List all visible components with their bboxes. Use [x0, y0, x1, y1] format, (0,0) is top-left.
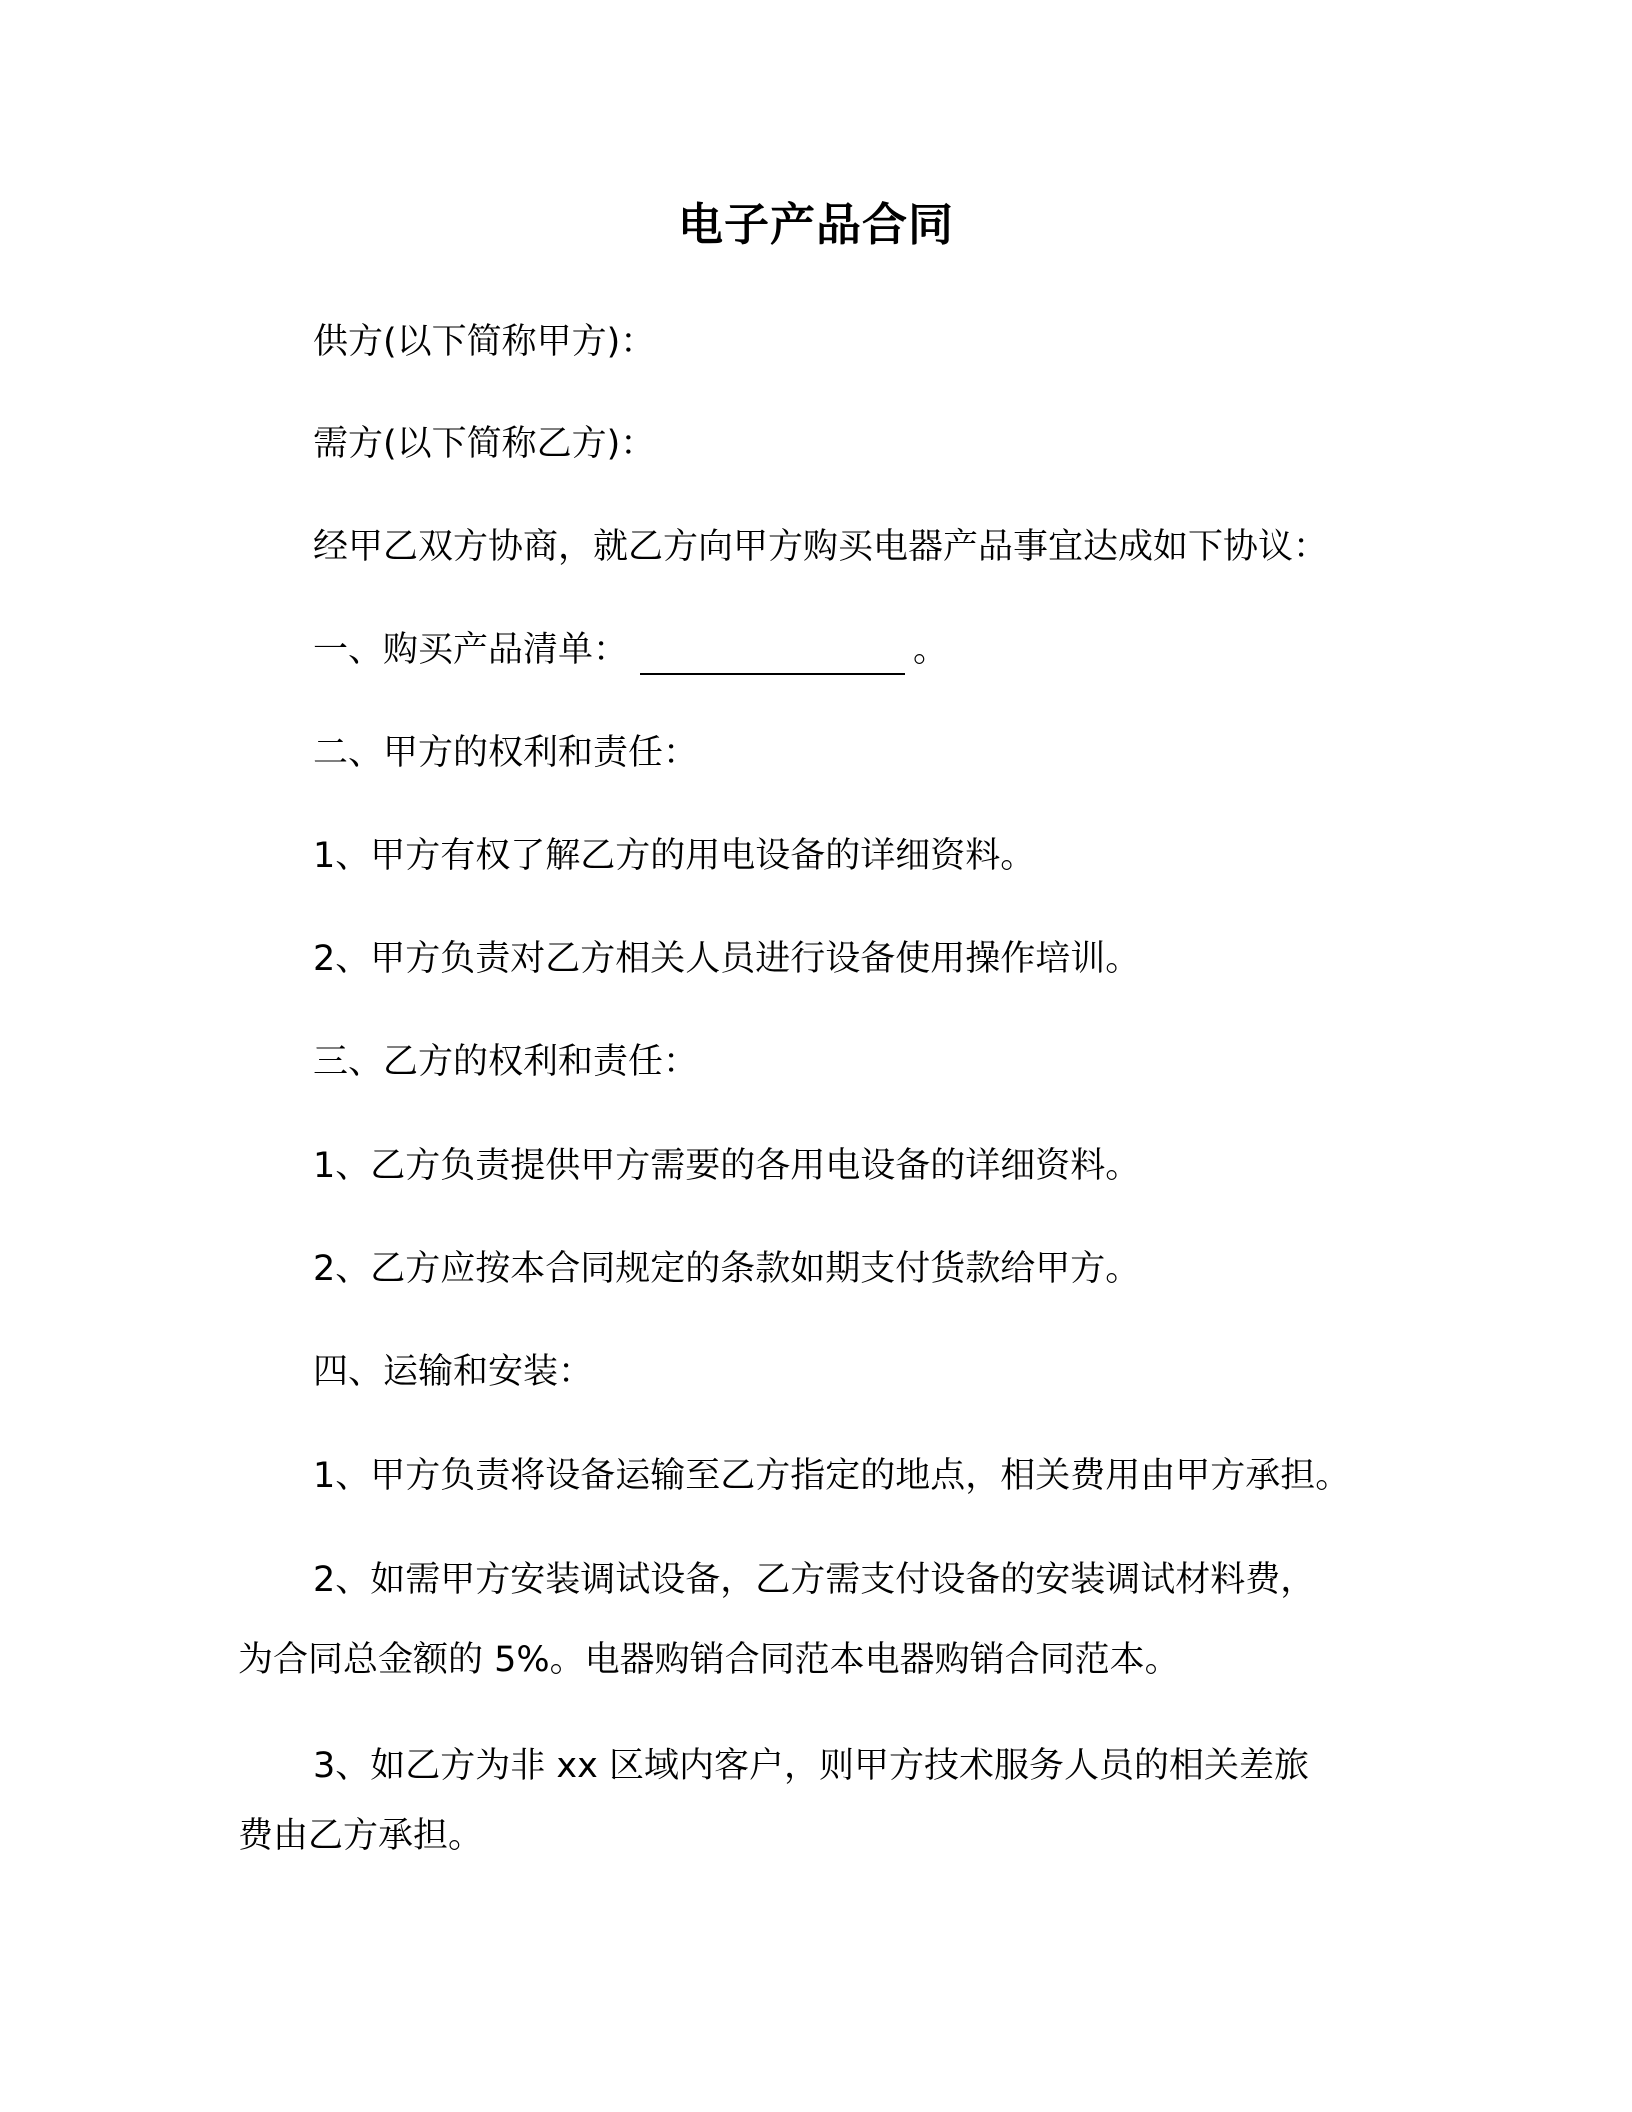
section2-heading: 二、甲方的权利和责任：	[313, 733, 699, 773]
section4-item3-line2: 费由乙方承担。	[238, 1816, 484, 1856]
section4-item3-line1: 3、如乙方为非 xx 区域内客户，则甲方技术服务人员的相关差旅	[313, 1746, 1309, 1786]
section3-heading: 三、乙方的权利和责任：	[313, 1042, 699, 1082]
supplier-label: 供方(以下简称甲方)：	[313, 322, 656, 362]
section2-item2: 2、甲方负责对乙方相关人员进行设备使用操作培训。	[313, 939, 1141, 979]
product-list-blank[interactable]	[640, 635, 905, 675]
section4-item2-line2: 为合同总金额的 5%。电器购销合同范本电器购销合同范本。	[238, 1640, 1180, 1680]
section4-heading: 四、运输和安装：	[313, 1352, 594, 1392]
section3-item1: 1、乙方负责提供甲方需要的各用电设备的详细资料。	[313, 1146, 1141, 1186]
section1-line	[313, 625, 948, 675]
document-title: 电子产品合同	[677, 198, 954, 251]
buyer-label: 需方(以下简称乙方)：	[313, 424, 656, 464]
section3-item2: 2、乙方应按本合同规定的条款如期支付货款给甲方。	[313, 1249, 1141, 1289]
intro-paragraph: 经甲乙双方协商，就乙方向甲方购买电器产品事宜达成如下协议：	[313, 527, 1329, 567]
section1-end: 。	[913, 630, 949, 670]
section4-item1: 1、甲方负责将设备运输至乙方指定的地点，相关费用由甲方承担。	[313, 1456, 1351, 1496]
section4-item2-line1: 2、如需甲方安装调试设备，乙方需支付设备的安装调试材料费，	[313, 1560, 1316, 1600]
section2-item1: 1、甲方有权了解乙方的用电设备的详细资料。	[313, 836, 1036, 876]
section1-label: 一、购买产品清单：	[313, 630, 629, 670]
